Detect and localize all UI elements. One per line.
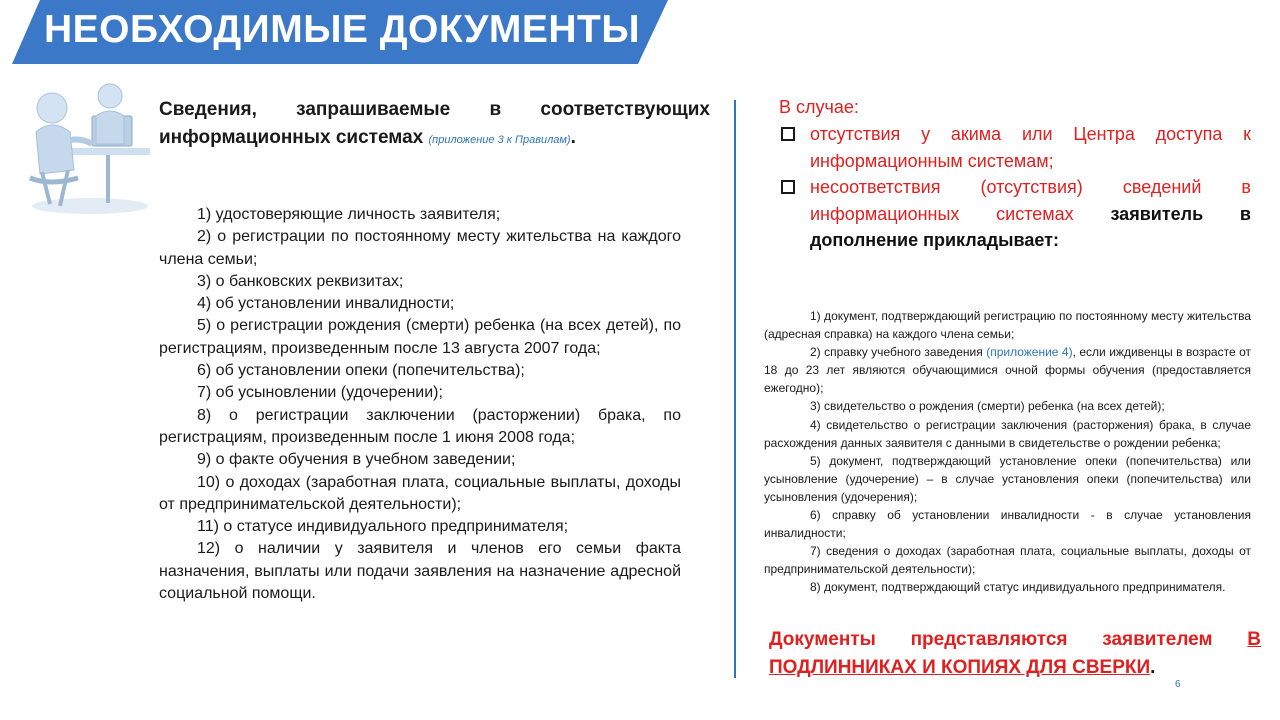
list-item: 1) удостоверяющие личность заявителя; (197, 206, 501, 223)
list-item: 3) свидетельство о рождения (смерти) ребенка (на всех детей); (810, 399, 1165, 414)
heading-note: (приложение 3 к Правилам) (428, 134, 571, 146)
checkbox-bullet-icon (781, 180, 795, 194)
list-item: 6) об установлении опеки (попечительства); (197, 362, 525, 380)
list-item: 9) о факте обучения в учебном заведении; (197, 451, 516, 469)
appendix-link[interactable]: (приложение 4) (986, 345, 1073, 360)
checkbox-bullet-icon (781, 127, 795, 141)
list-item: 8) о регистрации заключении (расторжении) брака, по регистрациям, произведенным после 1 июня 2008 года; (159, 406, 681, 446)
bullet-item: отсутствия у акима или Центра доступа к информационным системам; (779, 121, 1251, 174)
list-item: 5) о регистрации рождения (смерти) ребенка (на всех детей), по регистрациям, произведенным после 13 августа 2007 года; (159, 317, 681, 357)
list-item: 2) о регистрации по постоянному месту жительства на каждого члена семьи; (159, 228, 681, 268)
list-item: 4) свидетельство о регистрации заключения (расторжения) брака, в случае расхождения данных заявителя с данными в свидетельстве о рождении ребенка; (764, 417, 1251, 450)
list-item: 3) о банковских реквизитах; (197, 272, 404, 290)
list-item: 4) об установлении инвалидности; (197, 295, 455, 313)
bullet-item: несоответствия (отсутствия) сведений в информационных системах заявитель в дополнение прикладывает: (779, 174, 1251, 254)
list-item: 2) справку учебного заведения (приложение 4), если иждивенцы в возрасте от 18 до 23 лет являются обучающимися очной формы обучения (предоставляется ежегодно); (764, 345, 1252, 396)
list-item: 5) документ, подтверждающий установление опеки (попечительства) или усыновление (удочерение) – в случае установления опеки (попечительства) или усыновления (удочерения); (764, 453, 1251, 504)
page-number: 6 (1175, 679, 1181, 690)
page-title: НЕОБХОДИМЫЕ ДОКУМЕНТЫ (44, 8, 641, 51)
list-item: 1) документ, подтверждающий регистрацию по постоянному месту жительства (адресная справка) на каждого члена семьи; (764, 309, 1251, 342)
left-heading: Сведения, запрашиваемые в соответствующих информационных системах (приложение 3 к Правилам). (159, 99, 710, 148)
list-item: 7) об усыновлении (удочерении); (197, 384, 443, 402)
people-at-computer-illustration (20, 82, 154, 217)
list-item: 12) о наличии у заявителя и членов его семьи факта назначения, выплаты или подачи заявления на назначение адресной социальной помощи. (159, 540, 681, 603)
originals-and-copies-note: Документы представляются заявителем В ПОДЛИННИКАХ И КОПИЯХ ДЛЯ СВЕРКИ. (769, 629, 1262, 678)
additional-documents-list (764, 307, 1251, 597)
list-item: 10) о доходах (заработная плата, социальные выплаты, доходы от предпринимательской деятельности); (159, 473, 681, 513)
info-systems-list (159, 204, 681, 605)
case-bullets (779, 121, 1251, 254)
list-item: 6) справку об установлении инвалидности - в случае установления инвалидности; (764, 508, 1251, 541)
list-item: 8) документ, подтверждающий статус индивидуального предпринимателя. (810, 580, 1226, 595)
case-title: В случае: (779, 97, 859, 117)
list-item: 7) сведения о доходах (заработная плата, социальные выплаты, доходы от предпринимательской деятельности); (764, 544, 1251, 577)
vertical-divider (734, 100, 736, 678)
list-item: 11) о статусе индивидуального предпринимателя; (197, 518, 569, 536)
